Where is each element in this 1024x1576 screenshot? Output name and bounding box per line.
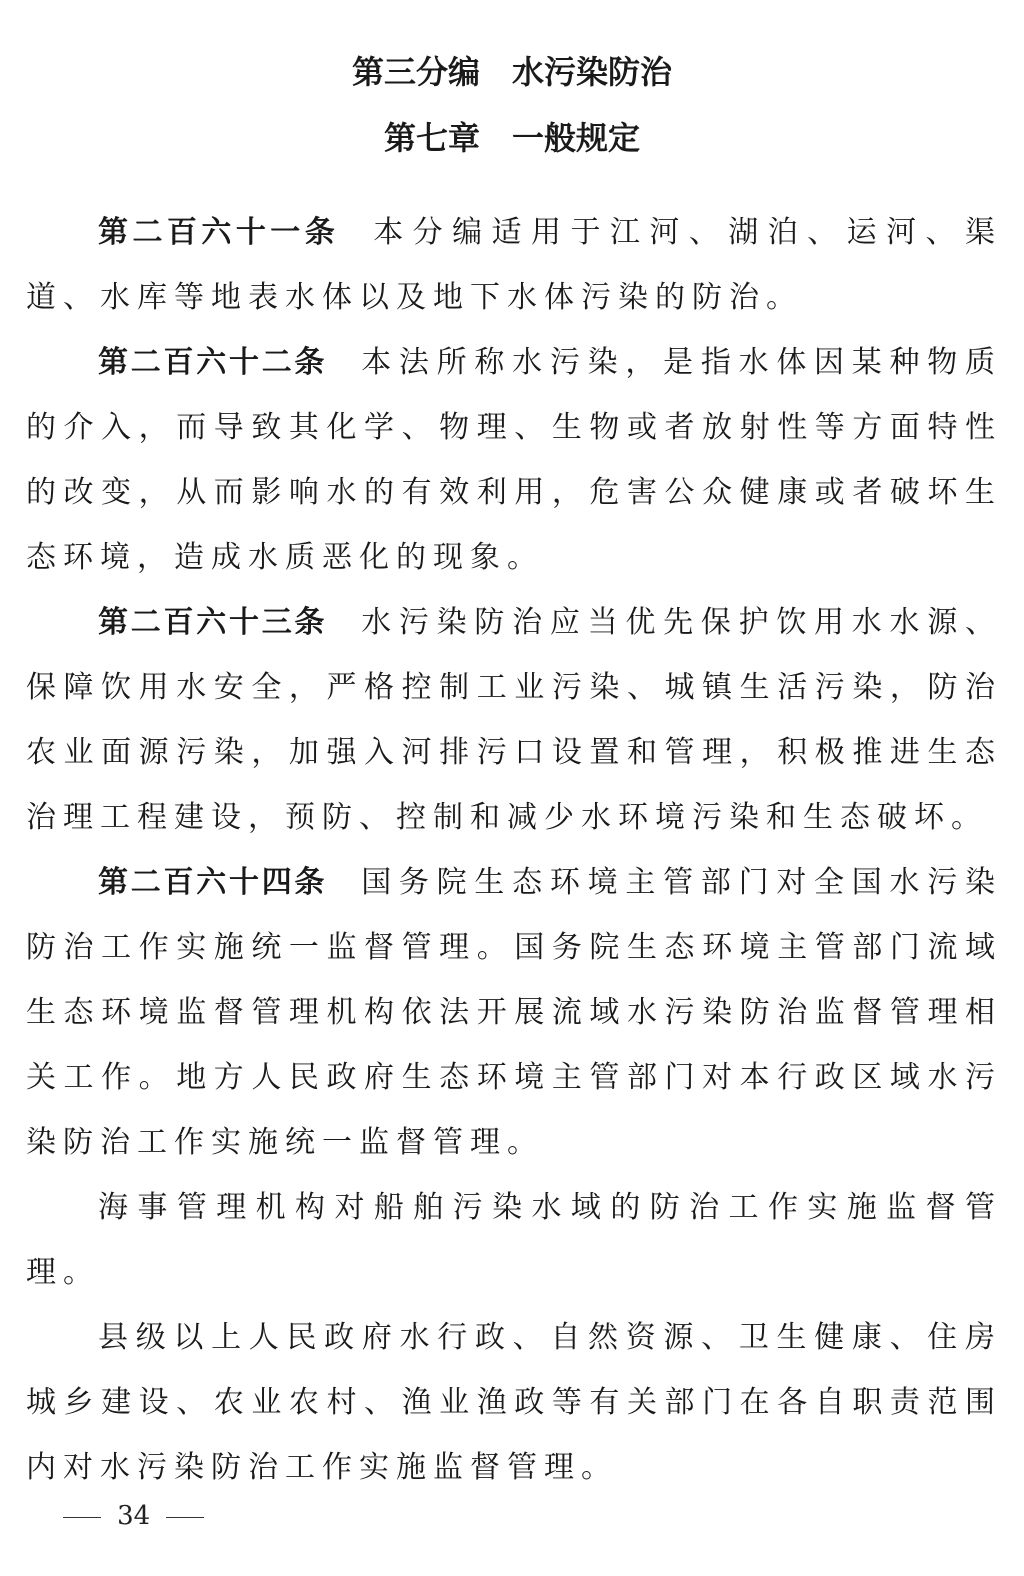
article-number: 第二百六十二条	[98, 345, 328, 380]
article-261	[26, 200, 1002, 330]
chapter-title: 第七章 一般规定	[383, 119, 640, 157]
part-title: 第三分编 水污染防治	[351, 53, 672, 91]
article-text: 水污染防治应当优先保护饮用水水源、保障饮用水安全，严格控制工业污染、城镇生活污染，防治农业面源污染，加强入河排污口设置和管理，积极推进生态治理工程建设，预防、控制和减少水环境污染和生态破坏。	[26, 605, 1003, 835]
paragraph-maritime	[26, 1175, 1002, 1305]
article-text: 本分编适用于江河、湖泊、运河、渠道、水库等地表水体以及地下水体污染的防治。	[26, 215, 1003, 315]
article-number: 第二百六十三条	[98, 605, 328, 640]
paragraph-text: 县级以上人民政府水行政、自然资源、卫生健康、住房城乡建设、农业农村、渔业渔政等有关部门在各自职责范围内对水污染防治工作实施监督管理。	[26, 1320, 1002, 1485]
article-number: 第二百六十四条	[98, 865, 328, 900]
body-text	[26, 200, 1002, 1500]
paragraph-text: 海事管理机构对船舶污染水域的防治工作实施监督管理。	[26, 1190, 1002, 1290]
footer-dash-right	[166, 1517, 204, 1518]
article-262	[26, 330, 1002, 590]
article-text: 本法所称水污染，是指水体因某种物质的介入，而导致其化学、物理、生物或者放射性等方面特性的改变，从而影响水的有效利用，危害公众健康或者破坏生态环境，造成水质恶化的现象。	[26, 345, 1003, 575]
article-263	[26, 590, 1002, 850]
article-number: 第二百六十一条	[98, 215, 340, 250]
page-number: 34	[117, 1501, 151, 1531]
footer-dash-left	[63, 1517, 101, 1518]
article-264	[26, 850, 1002, 1175]
article-text: 国务院生态环境主管部门对全国水污染防治工作实施统一监督管理。国务院生态环境主管部门流域生态环境监督管理机构依法开展流域水污染防治监督管理相关工作。地方人民政府生态环境主管部门对本行政区域水污染防治工作实施统一监督管理。	[26, 865, 1003, 1160]
page-footer	[30, 1456, 204, 1576]
